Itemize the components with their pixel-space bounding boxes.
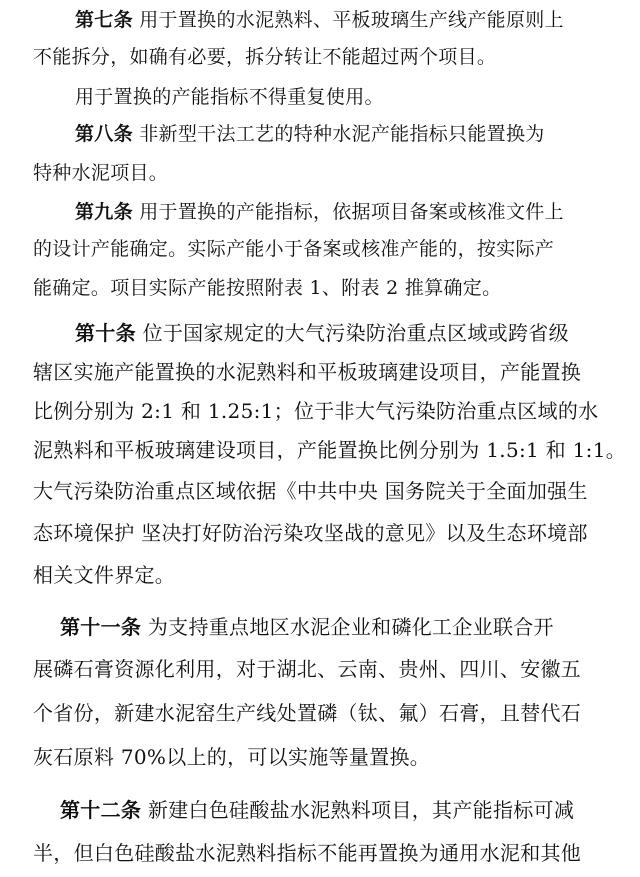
article-7-line-1: [0, 7, 640, 33]
article-7-heading: 第七条: [75, 9, 133, 31]
article-11-line-2: 展磷石膏资源化利用，对于湖北、云南、贵州、四川、安徽五: [33, 657, 582, 681]
article-11-line-3: 个省份，新建水泥窑生产线处置磷（钛、氟）石膏，且替代石: [33, 701, 582, 725]
article-12-line-2: 半，但白色硅酸盐水泥熟料指标不能再置换为通用水泥和其他: [33, 841, 582, 865]
article-10-line-7: 相关文件界定。: [33, 563, 176, 587]
article-12-line-1: [0, 797, 640, 823]
article-10-line-5: 大气污染防治重点区域依据《中共中央 国务院关于全面加强生: [33, 479, 588, 503]
article-12-heading: 第十二条: [60, 798, 142, 822]
article-7-line-3: 用于置换的产能指标不得重复使用。: [75, 86, 384, 108]
article-11-line-1: [0, 614, 640, 640]
article-11-line-4: 灰石原料 70%以上的，可以实施等量置换。: [33, 745, 431, 769]
article-8-line-2: 特种水泥项目。: [33, 162, 169, 184]
article-8-heading: 第八条: [75, 123, 133, 145]
article-10-line-2: 辖区实施产能置换的水泥熟料和平板玻璃建设项目，产能置换: [33, 360, 582, 384]
article-9-line-3: 能确定。项目实际产能按照附表 1、附表 2 推算确定。: [33, 277, 502, 299]
article-9-text-1: 用于置换的产能指标，依据项目备案或核准文件上: [132, 201, 564, 223]
article-10-line-6: 态环境保护 坚决打好防治污染攻坚战的意见》以及生态环境部: [33, 521, 588, 545]
article-10-line-1: [0, 320, 640, 346]
article-8-text-1: 非新型干法工艺的特种水泥产能指标只能置换为: [132, 123, 545, 145]
article-10-text-1: 位于国家规定的大气污染防治重点区域或跨省级: [135, 321, 569, 345]
article-10-heading: 第十条: [75, 321, 136, 345]
article-7-line-2: 不能拆分，如确有必要，拆分转让不能超过两个项目。: [33, 46, 497, 68]
article-9-line-1: [0, 199, 640, 225]
article-11-text-1: 为支持重点地区水泥企业和磷化工企业联合开: [141, 615, 554, 639]
article-7-text-1: 用于置换的水泥熟料、平板玻璃生产线产能原则上: [132, 9, 564, 31]
article-9-line-2: 的设计产能确定。实际产能小于备案或核准产能的，按实际产: [33, 238, 555, 260]
article-9-heading: 第九条: [75, 201, 133, 223]
article-10-line-3: 比例分别为 2:1 和 1.25:1；位于非大气污染防治重点区域的水: [33, 399, 599, 423]
article-12-text-1: 新建白色硅酸盐水泥熟料项目，其产能指标可减: [141, 798, 575, 822]
article-8-line-1: [0, 121, 640, 147]
article-10-line-4: 泥熟料和平板玻璃建设项目，产能置换比例分别为 1.5:1 和 1:1。: [33, 438, 627, 462]
article-11-heading: 第十一条: [60, 615, 142, 639]
